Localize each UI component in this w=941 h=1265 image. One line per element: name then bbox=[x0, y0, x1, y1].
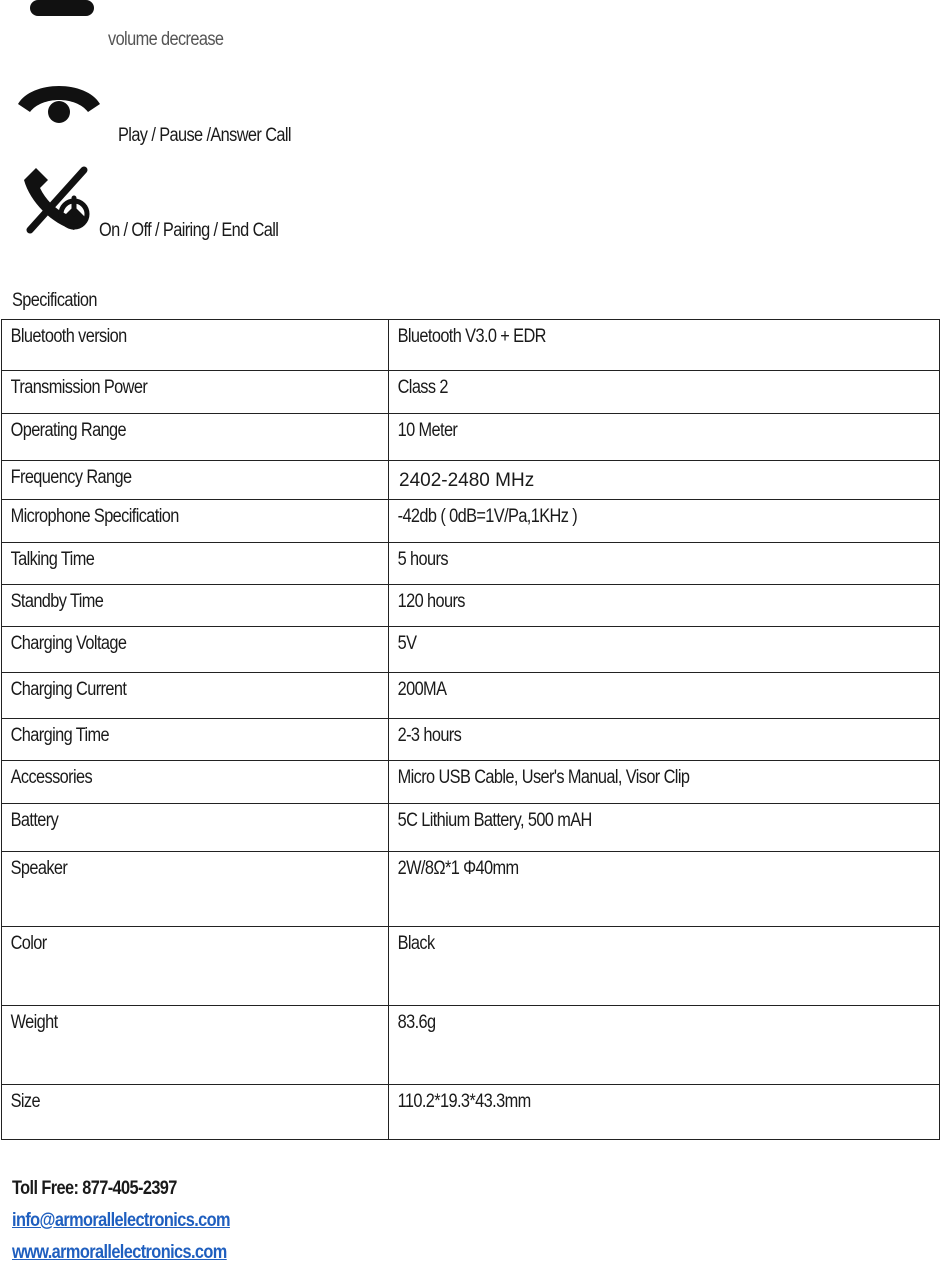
spec-name: Charging Current bbox=[10, 679, 127, 700]
table-row bbox=[2, 927, 940, 1006]
spec-value: Black bbox=[397, 933, 435, 954]
table-row bbox=[2, 500, 940, 543]
email-link[interactable]: info@armorallelectronics.com bbox=[12, 1210, 230, 1231]
phone-power-icon bbox=[22, 162, 92, 238]
spec-value: 2402-2480 MHz bbox=[399, 470, 535, 491]
phone-answer-icon bbox=[14, 78, 104, 130]
spec-table bbox=[1, 319, 940, 1140]
table-row bbox=[2, 852, 940, 927]
spec-value: 2-3 hours bbox=[397, 725, 462, 746]
spec-name: Size bbox=[10, 1091, 40, 1112]
spec-value: 5 hours bbox=[397, 549, 448, 570]
spec-value: 10 Meter bbox=[397, 420, 458, 441]
table-row bbox=[2, 585, 940, 627]
control-label-play-pause: Play / Pause /Answer Call bbox=[118, 125, 291, 146]
table-row bbox=[2, 1006, 940, 1085]
table-row bbox=[2, 461, 940, 500]
table-row bbox=[2, 804, 940, 852]
spec-name: Color bbox=[10, 933, 47, 954]
spec-name: Transmission Power bbox=[10, 377, 148, 398]
table-row bbox=[2, 627, 940, 673]
spec-value: 5V bbox=[397, 633, 417, 654]
spec-value: 120 hours bbox=[397, 591, 465, 612]
spec-value: Micro USB Cable, User's Manual, Visor Clip bbox=[397, 767, 690, 788]
table-row bbox=[2, 320, 940, 371]
spec-name: Talking Time bbox=[10, 549, 95, 570]
website-link[interactable]: www.armorallelectronics.com bbox=[12, 1242, 227, 1263]
spec-title: Specification bbox=[12, 290, 97, 311]
control-label-volume-decrease: volume decrease bbox=[108, 29, 224, 50]
spec-value: Bluetooth V3.0 + EDR bbox=[397, 326, 546, 347]
table-row bbox=[2, 543, 940, 585]
spec-name: Charging Voltage bbox=[10, 633, 127, 654]
table-row bbox=[2, 1085, 940, 1140]
spec-value: 110.2*19.3*43.3mm bbox=[397, 1091, 531, 1112]
spec-name: Battery bbox=[10, 810, 59, 831]
spec-name: Bluetooth version bbox=[10, 326, 127, 347]
toll-free-number: Toll Free: 877-405-2397 bbox=[12, 1178, 177, 1199]
spec-value: -42db ( 0dB=1V/Pa,1KHz ) bbox=[397, 506, 578, 527]
spec-name: Weight bbox=[10, 1012, 58, 1033]
spec-value: 83.6g bbox=[397, 1012, 436, 1033]
minus-icon bbox=[20, 0, 110, 24]
table-row bbox=[2, 719, 940, 761]
table-row bbox=[2, 414, 940, 461]
control-label-on-off: On / Off / Pairing / End Call bbox=[99, 220, 279, 241]
table-row bbox=[2, 371, 940, 414]
spec-value: 200MA bbox=[397, 679, 447, 700]
spec-name: Frequency Range bbox=[10, 467, 132, 488]
spec-value: 5C Lithium Battery, 500 mAH bbox=[397, 810, 592, 831]
spec-name: Microphone Specification bbox=[10, 506, 179, 527]
spec-name: Standby Time bbox=[10, 591, 104, 612]
spec-value: 2W/8Ω*1 Φ40mm bbox=[397, 858, 519, 879]
spec-name: Operating Range bbox=[10, 420, 127, 441]
table-row bbox=[2, 673, 940, 719]
spec-name: Charging Time bbox=[10, 725, 110, 746]
table-row bbox=[2, 761, 940, 804]
spec-value: Class 2 bbox=[397, 377, 448, 398]
spec-name: Accessories bbox=[10, 767, 93, 788]
spec-name: Speaker bbox=[10, 858, 68, 879]
